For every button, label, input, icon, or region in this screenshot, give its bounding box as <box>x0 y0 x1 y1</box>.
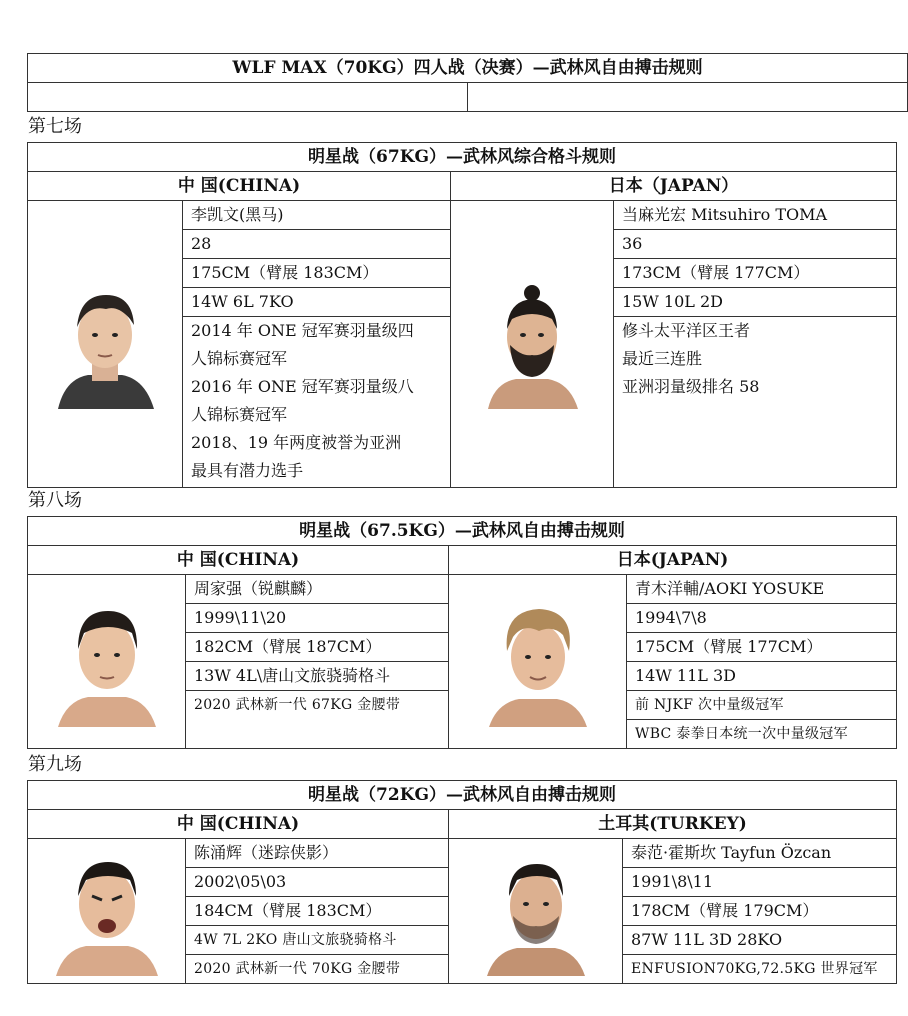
achievement-line: 2018、19 年两度被誉为亚洲 <box>191 433 402 452</box>
bout-title: 明星战（72KG）—武林风自由搏击规则 <box>28 781 897 810</box>
achievement-line: 最具有潜力选手 <box>191 461 304 480</box>
blank-cell <box>468 83 908 112</box>
achievement-line: 亚洲羽量级排名 58 <box>622 377 760 396</box>
fighter-birthdate: 1999\11\20 <box>186 604 449 633</box>
team-header-turkey: 土耳其(TURKEY) <box>449 810 897 839</box>
fighter-name: 李凯文(黑马) <box>183 201 451 230</box>
fighter-name: 泰范·霍斯坎 Tayfun Özcan <box>623 839 897 868</box>
fighter-photo <box>449 575 627 749</box>
blank-cell <box>28 83 468 112</box>
fighter-age: 36 <box>614 230 897 259</box>
team-header-china: 中 国(CHINA) <box>28 810 449 839</box>
fighter-photo-icon <box>52 597 162 727</box>
fighter-height: 173CM（臂展 177CM） <box>614 259 897 288</box>
fighter-achievement: WBC 泰拳日本统一次中量级冠军 <box>627 720 897 749</box>
fighter-name: 当麻光宏 Mitsuhiro TOMA <box>614 201 897 230</box>
fighter-photo <box>449 839 623 984</box>
fighter-achievement: 2020 武林新一代 67KG 金腰带 <box>186 691 449 749</box>
fighter-photo <box>28 201 183 488</box>
team-header-japan: 日本（JAPAN） <box>451 172 897 201</box>
fighter-name: 周家强（锐麒麟） <box>186 575 449 604</box>
fighter-record: 87W 11L 3D 28KO <box>623 926 897 955</box>
fighter-birthdate: 1994\7\8 <box>627 604 897 633</box>
team-header-china: 中 国(CHINA) <box>28 172 451 201</box>
fighter-age: 28 <box>183 230 451 259</box>
fighter-photo <box>28 839 186 984</box>
fighter-height: 182CM（臂展 187CM） <box>186 633 449 662</box>
fighter-photo-icon <box>481 846 591 976</box>
achievement-line: 最近三连胜 <box>622 349 703 368</box>
fighter-photo-icon <box>50 279 160 409</box>
bout-table <box>27 516 897 749</box>
top-header-table <box>27 53 908 112</box>
achievement-line: 2016 年 ONE 冠军赛羽量级八 <box>191 377 414 396</box>
fighter-record: 4W 7L 2KO 唐山文旅骁骑格斗 <box>186 926 449 955</box>
fighter-record: 14W 6L 7KO <box>183 288 451 317</box>
fighter-height: 175CM（臂展 177CM） <box>627 633 897 662</box>
bout-table <box>27 142 897 488</box>
fighter-record: 15W 10L 2D <box>614 288 897 317</box>
fighter-photo <box>451 201 614 488</box>
fighter-achievement: ENFUSION70KG,72.5KG 世界冠军 <box>623 955 897 984</box>
fighter-achievements <box>614 317 897 488</box>
fighter-record: 13W 4L\唐山文旅骁骑格斗 <box>186 662 449 691</box>
fighter-birthdate: 2002\05\03 <box>186 868 449 897</box>
section-label: 第七场 <box>28 116 82 137</box>
fighter-height: 175CM（臂展 183CM） <box>183 259 451 288</box>
fighter-photo-icon <box>52 846 162 976</box>
fighter-height: 184CM（臂展 183CM） <box>186 897 449 926</box>
section-label: 第九场 <box>28 754 82 775</box>
bout-title: 明星战（67KG）—武林风综合格斗规则 <box>28 143 897 172</box>
achievement-line: 人锦标赛冠军 <box>191 349 288 368</box>
bout-table <box>27 780 897 984</box>
fighter-name: 青木洋輔/AOKI YOSUKE <box>627 575 897 604</box>
fighter-photo <box>28 575 186 749</box>
fighter-achievements <box>183 317 451 488</box>
fighter-height: 178CM（臂展 179CM） <box>623 897 897 926</box>
bout-title: 明星战（67.5KG）—武林风自由搏击规则 <box>28 517 897 546</box>
fighter-achievement: 前 NJKF 次中量级冠军 <box>627 691 897 720</box>
team-header-china: 中 国(CHINA) <box>28 546 449 575</box>
achievement-line: 修斗太平洋区王者 <box>622 321 751 340</box>
fighter-photo-icon <box>482 279 582 409</box>
fighter-record: 14W 11L 3D <box>627 662 897 691</box>
page-title: WLF MAX（70KG）四人战（决赛）—武林风自由搏击规则 <box>28 54 908 83</box>
team-header-japan: 日本(JAPAN) <box>449 546 897 575</box>
fighter-achievement: 2020 武林新一代 70KG 金腰带 <box>186 955 449 984</box>
achievement-line: 人锦标赛冠军 <box>191 405 288 424</box>
section-label: 第八场 <box>28 490 82 511</box>
achievement-line: 2014 年 ONE 冠军赛羽量级四 <box>191 321 414 340</box>
fighter-birthdate: 1991\8\11 <box>623 868 897 897</box>
fighter-photo-icon <box>483 597 593 727</box>
fighter-name: 陈涌辉（迷踪侠影） <box>186 839 449 868</box>
